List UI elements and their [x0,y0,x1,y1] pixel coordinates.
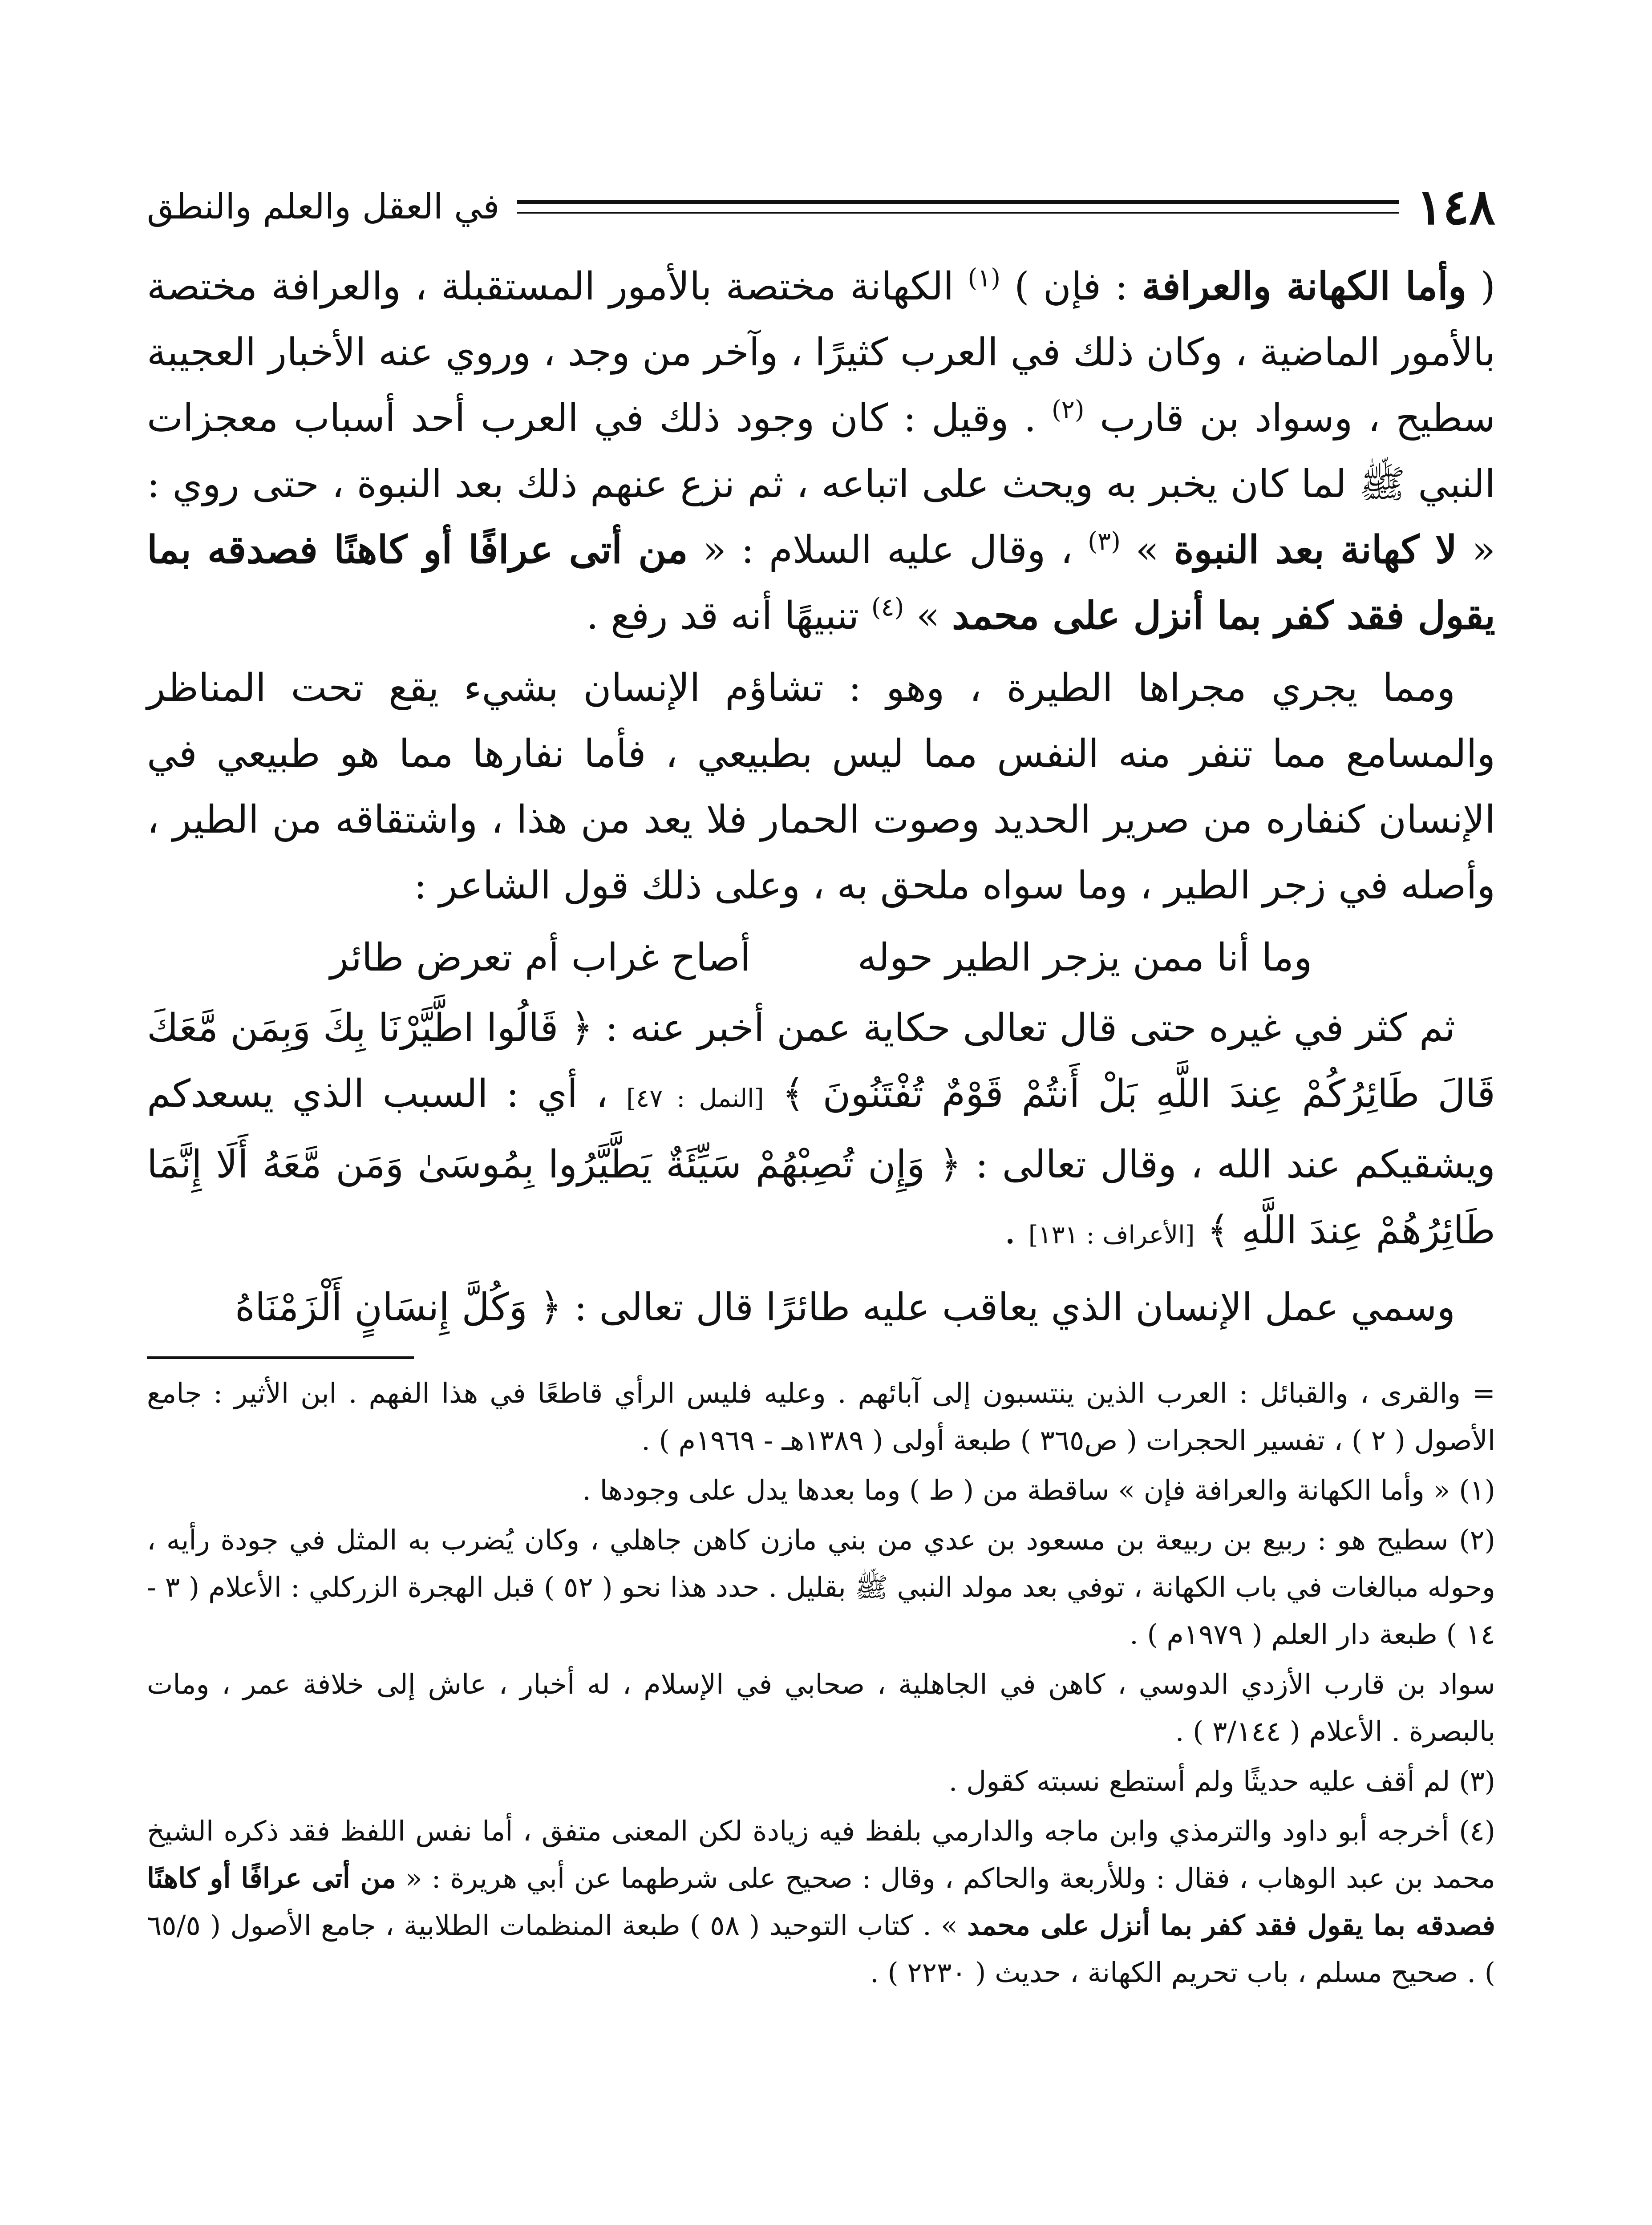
paragraph-text: ثم كثر في غيره حتى قال تعالى حكاية عمن أخبر عنه : ﴿ [558,1006,1455,1050]
quran-verse: وَكُلَّ إِنسَانٍ أَلْزَمْنَاهُ [235,1285,527,1330]
footnote-ref-2[interactable]: (٢) [1051,395,1085,425]
page-header [147,169,1495,245]
book-page [147,169,1495,2225]
hadith-quote: من أتى عرافًا أو كاهنًا فصدقه بما يقول فقد كفر بما أنزل على محمد [147,1862,1495,1942]
footnote-1: (١) « وأما الكهانة والعرافة فإن » ساقطة من ( ط ) وما بعدها يدل على وجودها . [582,1474,1495,1506]
poem-verse [147,925,1495,991]
footnote-text: » . كتاب التوحيد ( ٥٨ ) طبعة المنظمات الطلابية ، جامع الأصول ( ٦٥/٥ ) . صحيح مسلم ، باب تحريم الكهانة ، حديث ( ٢٢٣٠ ) . [147,1909,1495,1989]
paragraph-text: : فإن ) [1000,264,1142,309]
running-title: في العقل والعلم والنطق [147,187,500,227]
quran-verse: قَالُوا اطَّيَّرْنَا بِكَ وَبِمَن مَّعَكَ قَالَ طَائِرُكُمْ عِندَ اللَّهِ بَلْ أَنتُمْ قَوْمٌ تُفْتَنُونَ [147,1006,1495,1116]
footnote-ref-3[interactable]: (٣) [1088,527,1121,556]
poem-hemistich-1: وما أنا ممن يزجر الطير حوله [857,935,1312,980]
paragraph-text: » [904,594,952,638]
open-paren: ( [1466,264,1496,309]
footnote-3: (٣) لم أقف عليه حديثًا ولم أستطع نسبته كقول . [948,1765,1495,1797]
footnote-ref-1[interactable]: (١) [968,263,1001,293]
paragraph-kahana [147,254,1495,649]
section-heading: وأما الكهانة والعرافة [1142,264,1467,309]
paragraph-text: ﴾ [1194,1208,1242,1253]
hadith-quote: لا كهانة بعد النبوة [1174,527,1457,572]
main-text [147,254,1495,1340]
paragraph-tiyara: ومما يجري مجراها الطيرة ، وهو : تشاؤم الإنسان بشيء يقع تحت المناظر والمسامع مما تنفر منه النفس مما ليس بطبيعي ، فأما نفارها مما هو طبيعي في الإنسان كنفاره من صرير الحديد وصوت الحمار فلا يعد من هذا ، واشتقاقه من الطير ، وأصله في زجر الطير ، وما سواه ملحق به ، وعلى ذلك قول الشاعر : [147,666,1495,908]
paragraph-text: ﴾ [764,1072,823,1116]
quran-verse: وَإِن تُصِبْهُمْ سَيِّئَةٌ يَطَّيَّرُوا بِمُوسَىٰ وَمَن مَّعَهُ أَلَا إِنَّمَا طَائِرُهُمْ عِندَ اللَّهِ [147,1142,1495,1253]
paragraph-text: الكهانة مختصة بالأمور المستقبلة ، والعرافة مختصة بالأمور الماضية ، وكان ذلك في العرب كثيرًا ، وآخر من وجد ، وروي عنه الأخبار العجيبة سطيح ، وسواد بن قارب [147,264,1495,441]
paragraph-text: . [1004,1208,1028,1253]
paragraph-text: وسمي عمل الإنسان الذي يعاقب عليه طائرًا قال تعالى : ﴿ [527,1285,1455,1330]
page-number: ١٤٨ [1416,178,1495,235]
footnote-ref-4[interactable]: (٤) [871,593,904,622]
paragraph-text: . وقيل : كان وجود ذلك في العرب أحد أسباب معجزات النبي ﷺ لما كان يخبر به ويحث على اتباعه ، ثم نزع عنهم ذلك بعد النبوة ، حتى روي : « [147,396,1496,572]
hadith-quote: من أتى عرافًا أو كاهنًا فصدقه بما يقول فقد كفر بما أنزل على محمد [147,527,1495,638]
footnote-4 [147,1808,1495,1996]
paragraph-text: تنبيهًا أنه قد رفع . [586,594,871,638]
header-rule [517,200,1398,214]
paragraph-text: ، أي : السبب الذي يسعدكم ويشقيكم عند الله ، وقال تعالى : ﴿ [147,1072,1495,1187]
footnote-2: (٢) سطيح هو : ربيع بن ربيعة بن مسعود بن عدي من بني مازن كاهن جاهلي ، وكان يُضرب به المثل في جودة رأيه ، وحوله مبالغات في باب الكهانة ، توفي بعد مولد النبي ﷺ بقليل . حدد هذا نحو ( ٥٢ ) قبل الهجرة الزركلي : الأعلام ( ٣ - ١٤ ) طبعة دار العلم ( ١٩٧٩م ) . [147,1524,1495,1651]
paragraph-amal [147,1274,1495,1340]
poem-hemistich-2: أصاح غراب أم تعرض طائر [330,935,751,980]
paragraph-text: » [1120,528,1174,572]
surah-reference: [النمل : ٤٧] [626,1084,764,1113]
paragraph-quran [147,995,1495,1268]
paragraph-text: ، وقال عليه السلام : « [688,528,1088,572]
surah-reference: [الأعراف : ١٣١] [1028,1221,1195,1250]
footnote-text: (٤) أخرجه أبو داود والترمذي وابن ماجه والدارمي بلفظ فيه زيادة لكن المعنى متفق ، أما نفس اللفظ فقد ذكره الشيخ محمد بن عبد الوهاب ، فقال : وللأربعة والحاكم ، وقال : صحيح على شرطهما عن أبي هريرة : « [147,1815,1495,1894]
footnote-2-continued: سواد بن قارب الأزدي الدوسي ، كاهن في الجاهلية ، صحابي في الإسلام ، له أخبار ، عاش إلى خلافة عمر ، ومات بالبصرة . الأعلام ( ٣/١٤٤ ) . [147,1668,1495,1748]
footnote-continuation: = والقرى ، والقبائل : العرب الذين ينتسبون إلى آبائهم . وعليه فليس الرأي قاطعًا في هذا الفهم . ابن الأثير : جامع الأصول ( ٢ ) ، تفسير الحجرات ( ص٣٦٥ ) طبعة أولى ( ١٣٨٩هـ - ١٩٦٩م ) . [147,1377,1495,1456]
footnotes [147,1370,1495,1996]
footnote-divider [147,1356,414,1359]
